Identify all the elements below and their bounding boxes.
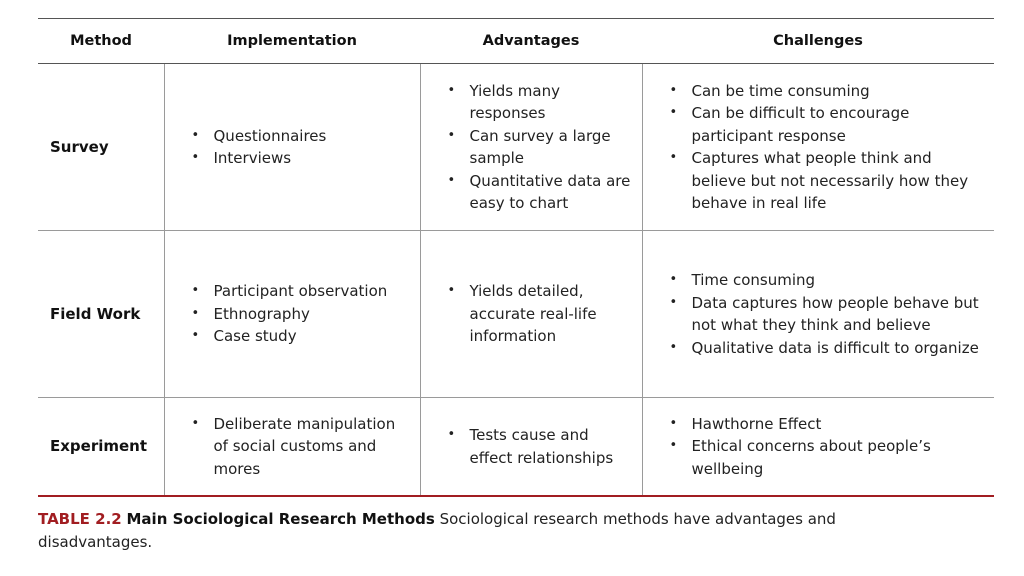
header-challenges: Challenges	[642, 19, 994, 64]
table-row	[38, 398, 994, 497]
challenges-list	[643, 413, 995, 481]
list-item: • Questionnaires	[165, 125, 420, 148]
implementation-cell	[164, 398, 420, 497]
challenges-list	[643, 269, 995, 359]
table-row	[38, 231, 994, 398]
table-header-row	[38, 19, 994, 64]
caption-number: TABLE 2.2	[38, 510, 122, 528]
list-item: • Deliberate manipulation of social customs and mores	[165, 413, 420, 481]
research-methods-table	[38, 18, 994, 497]
table-caption	[38, 508, 938, 554]
header-advantages: Advantages	[420, 19, 642, 64]
implementation-list	[165, 413, 420, 481]
advantages-cell	[420, 231, 642, 398]
list-item: • Can be time consuming	[643, 80, 995, 103]
challenges-cell	[642, 398, 994, 497]
method-cell: Experiment	[38, 398, 164, 497]
caption-title: Main Sociological Research Methods	[126, 510, 435, 528]
implementation-list	[165, 280, 420, 348]
list-item: • Quantitative data are easy to chart	[421, 170, 642, 215]
list-item: • Can survey a large sample	[421, 125, 642, 170]
list-item: • Can be difficult to encourage participant response	[643, 102, 995, 147]
table-row	[38, 64, 994, 231]
list-item: • Hawthorne Effect	[643, 413, 995, 436]
challenges-cell	[642, 64, 994, 231]
list-item: • Tests cause and effect relationships	[421, 424, 642, 469]
header-method: Method	[38, 19, 164, 64]
challenges-cell	[642, 231, 994, 398]
method-cell: Survey	[38, 64, 164, 231]
list-item: • Ethnography	[165, 303, 420, 326]
list-item: • Case study	[165, 325, 420, 348]
list-item: • Participant observation	[165, 280, 420, 303]
challenges-list	[643, 80, 995, 215]
implementation-cell	[164, 64, 420, 231]
implementation-list	[165, 125, 420, 170]
advantages-list	[421, 80, 642, 215]
list-item: • Captures what people think and believe but not necessarily how they behave in real life	[643, 147, 995, 215]
list-item: • Time consuming	[643, 269, 995, 292]
implementation-cell	[164, 231, 420, 398]
list-item: • Yields detailed, accurate real-life information	[421, 280, 642, 348]
advantages-cell	[420, 398, 642, 497]
list-item: • Ethical concerns about people’s wellbeing	[643, 435, 995, 480]
list-item: • Data captures how people behave but not what they think and believe	[643, 292, 995, 337]
list-item: • Yields many responses	[421, 80, 642, 125]
header-implementation: Implementation	[164, 19, 420, 64]
advantages-cell	[420, 64, 642, 231]
advantages-list	[421, 280, 642, 348]
research-methods-table-container	[38, 18, 994, 497]
advantages-list	[421, 424, 642, 469]
list-item: • Interviews	[165, 147, 420, 170]
list-item: • Qualitative data is difficult to organize	[643, 337, 995, 360]
caption-text: Sociological research methods have advantages and disadvantages.	[38, 510, 836, 551]
method-cell: Field Work	[38, 231, 164, 398]
